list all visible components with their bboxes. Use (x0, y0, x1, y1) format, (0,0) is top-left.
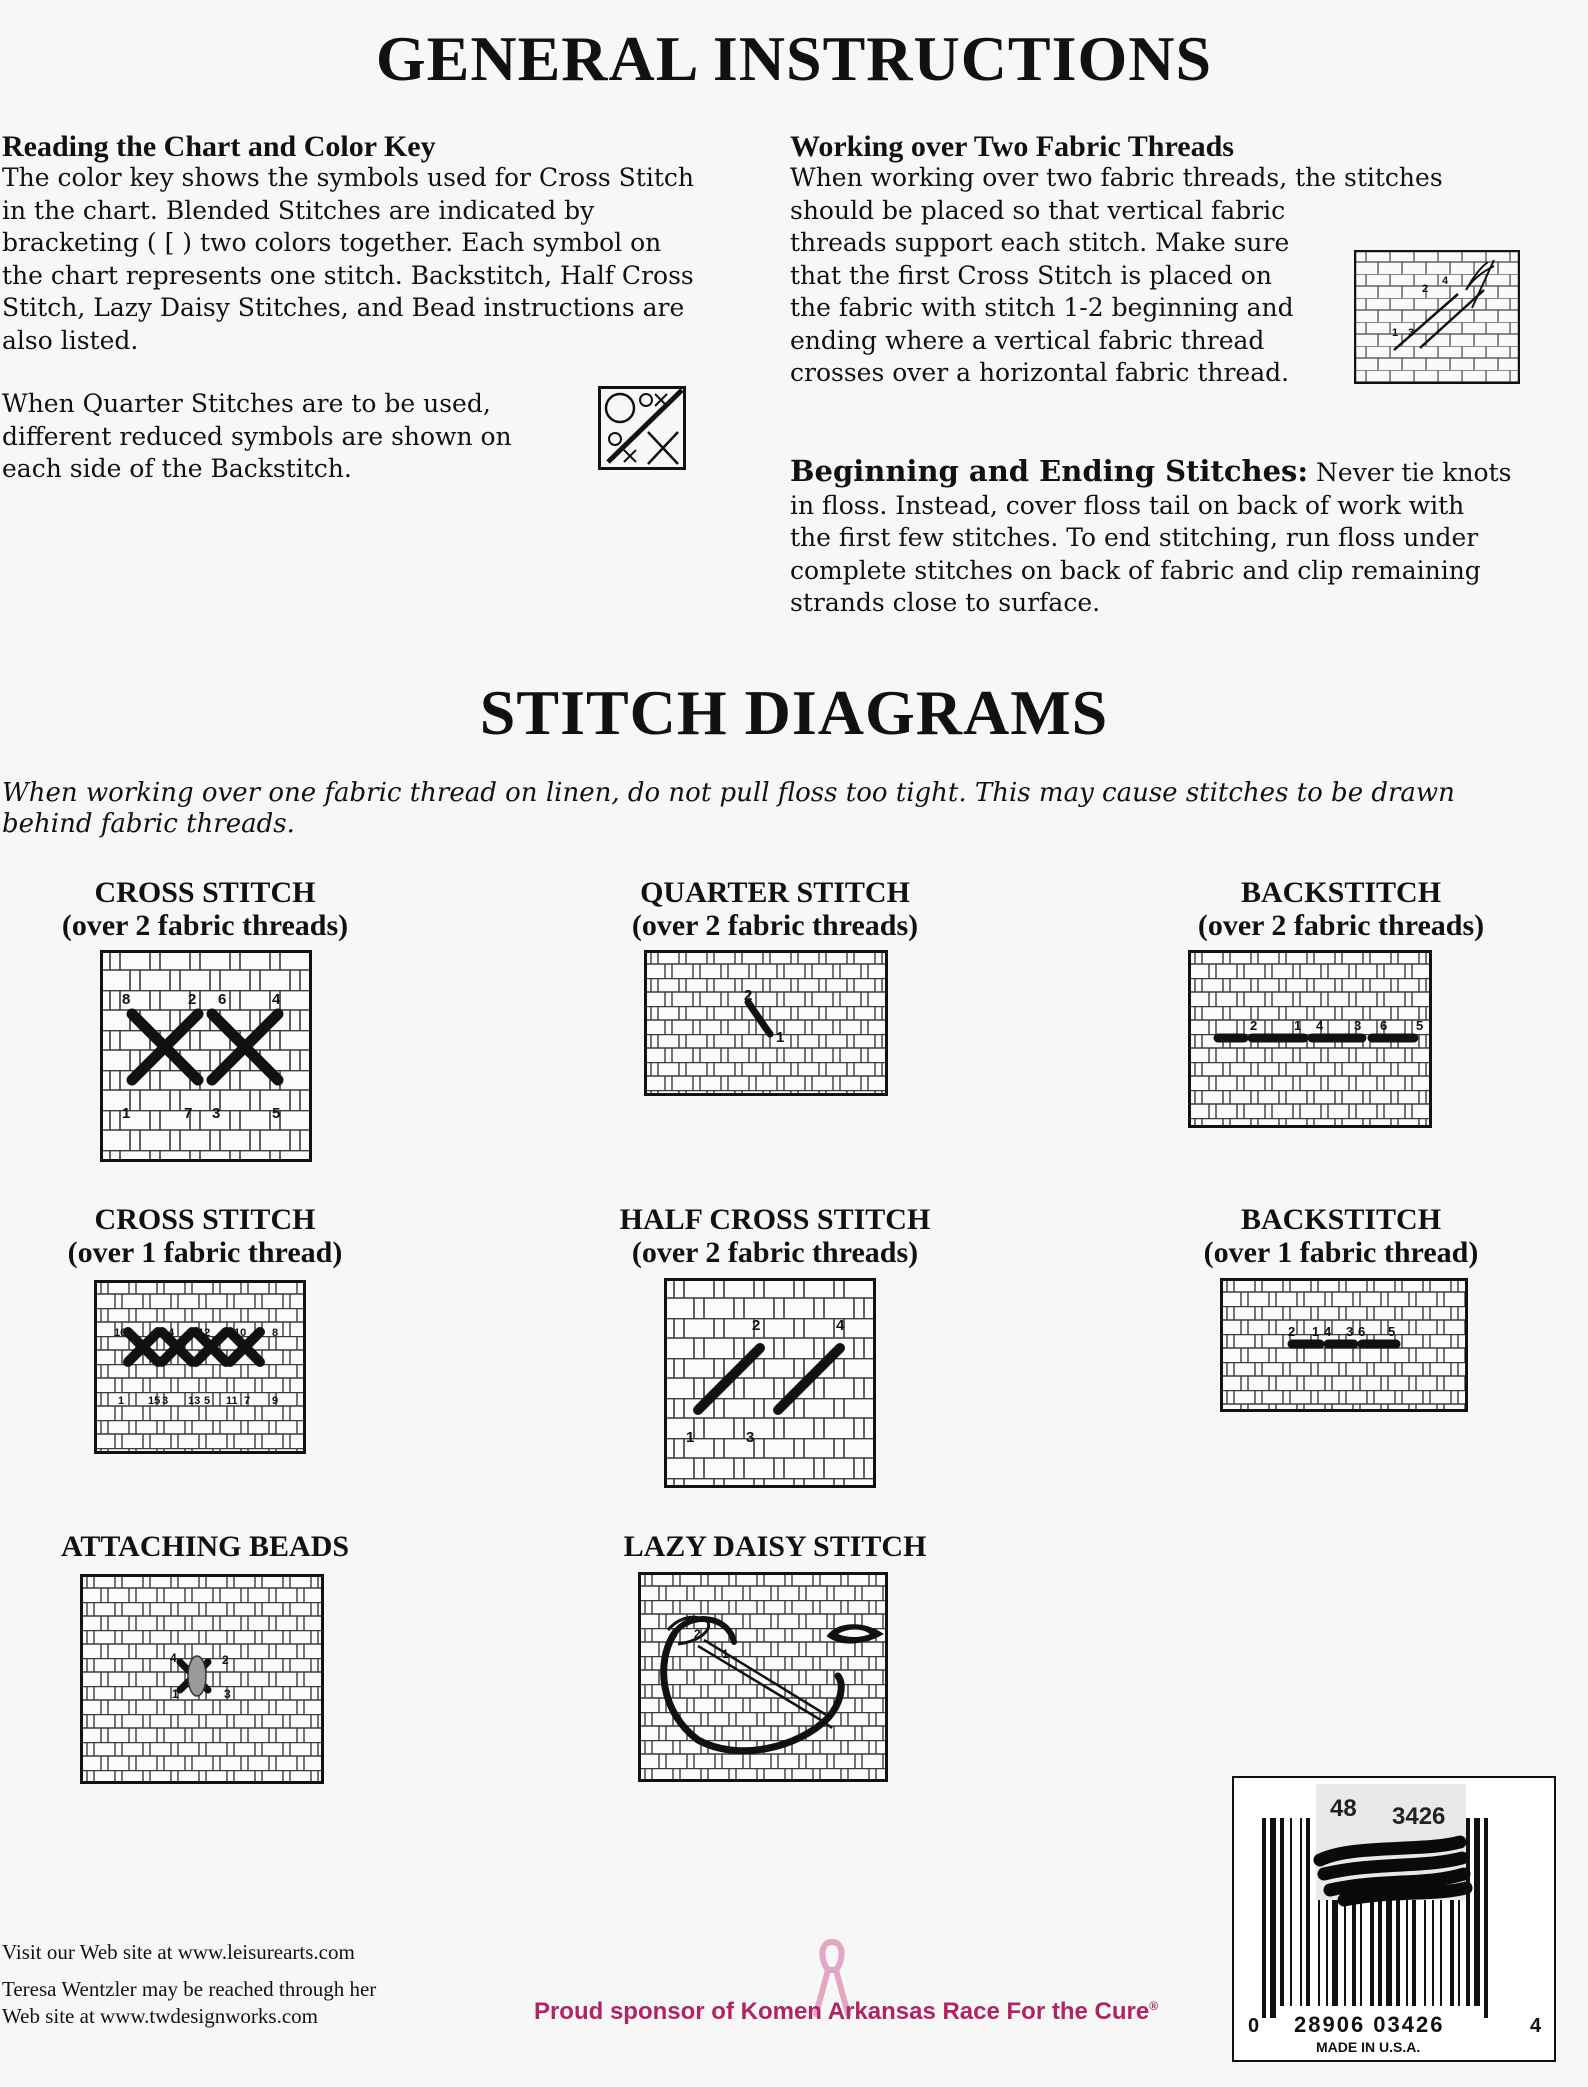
svg-text:6: 6 (1380, 1018, 1388, 1033)
two-threads-text: When working over two fabric threads, the stitches should be placed so that vertical fabric threads support each stitch. Make sure that the first Cross Stitch is placed on the fabric with stitch 1-2 beginning and ending where a vertical fabric thread crosses over a horizontal fabric thread. (790, 163, 1443, 387)
svg-text:15: 15 (148, 1395, 161, 1407)
leisure-arts-web: Visit our Web site at www.leisurearts.com (2, 1940, 355, 1964)
backstitch-2-diagram (1188, 950, 1432, 1128)
svg-text:2: 2 (1288, 1324, 1296, 1339)
svg-text:6: 6 (218, 991, 227, 1008)
svg-text:7: 7 (184, 1105, 193, 1122)
svg-text:11: 11 (226, 1395, 238, 1407)
barcode-bar (1484, 1818, 1488, 2018)
barcode-bar (1306, 1818, 1310, 2006)
svg-text:12: 12 (198, 1327, 211, 1339)
svg-text:1: 1 (1392, 327, 1399, 339)
barcode-bar (1300, 1818, 1302, 2006)
svg-text:3: 3 (224, 1687, 231, 1701)
barcode-bar (1466, 1818, 1470, 2006)
quarter-stitch-symbol-icon (598, 386, 686, 470)
svg-text:1: 1 (172, 1687, 179, 1701)
half-cross-stitch-diagram (664, 1278, 876, 1488)
caption-lazy-daisy: LAZY DAISY STITCH (623, 1530, 927, 1563)
svg-text:2: 2 (1250, 1018, 1258, 1033)
reading-chart-heading: Reading the Chart and Color Key (2, 130, 436, 163)
backstitch-1-diagram (1220, 1278, 1468, 1412)
svg-text:3: 3 (1354, 1018, 1362, 1033)
reading-chart-section (2, 130, 762, 357)
stitch-diagrams-title: STITCH DIAGRAMS (479, 677, 1109, 748)
svg-text:3426: 3426 (1392, 1803, 1446, 1830)
cross-stitch-1-diagram (94, 1280, 306, 1454)
svg-text:1: 1 (1294, 1018, 1302, 1033)
svg-text:48: 48 (1330, 1795, 1357, 1822)
beginning-ending-heading: Beginning and Ending Stitches: (790, 454, 1309, 488)
barcode-bar (1474, 1818, 1480, 2006)
stitch-intro-note: When working over one fabric thread on linen, do not pull floss too tight. This may cause stitches to be drawn behind fabric threads. (2, 778, 1455, 839)
svg-text:6: 6 (226, 1327, 233, 1339)
caption-half-cross-stitch: HALF CROSS STITCH (over 2 fabric threads) (619, 1203, 931, 1269)
cross-stitch-2-diagram (100, 950, 312, 1162)
svg-text:4: 4 (836, 1317, 845, 1334)
svg-text:3: 3 (162, 1395, 169, 1407)
barcode-bar (1290, 1818, 1292, 2006)
beginning-ending-section: Beginning and Ending Stitches: Never tie knots in floss. Instead, cover floss tail on back of work with the first few stitches. To end stitching, run floss under complete stitches on back of fabric and clip remaining strands close to surface. (790, 454, 1512, 617)
svg-text:MADE IN U.S.A.: MADE IN U.S.A. (1316, 2039, 1421, 2055)
svg-text:2: 2 (154, 1327, 161, 1339)
svg-text:4: 4 (272, 991, 281, 1008)
svg-text:1: 1 (686, 1429, 695, 1446)
svg-text:2: 2 (1422, 283, 1429, 295)
lazy-daisy-diagram (638, 1572, 888, 1782)
teresa-line-1: Teresa Wentzler may be reached through her (2, 1977, 377, 2001)
caption-cross-stitch-2: CROSS STITCH (over 2 fabric threads) (61, 876, 349, 942)
svg-text:14: 14 (162, 1327, 175, 1339)
svg-text:10: 10 (234, 1327, 247, 1339)
two-threads-heading: Working over Two Fabric Threads (790, 130, 1234, 163)
svg-text:3: 3 (1408, 327, 1415, 339)
footer-web-info (2, 1936, 522, 2033)
svg-text:28906 03426: 28906 03426 (1294, 2012, 1445, 2037)
svg-text:2: 2 (752, 1317, 761, 1334)
barcode-bar (1280, 1818, 1284, 2006)
svg-text:3: 3 (1346, 1324, 1354, 1339)
svg-text:1: 1 (776, 1029, 785, 1046)
svg-text:6: 6 (1358, 1324, 1366, 1339)
svg-text:16: 16 (114, 1327, 127, 1339)
svg-text:2: 2 (222, 1653, 229, 1667)
svg-text:5: 5 (272, 1105, 281, 1122)
svg-text:2: 2 (188, 991, 197, 1008)
svg-text:4: 4 (1316, 1018, 1324, 1033)
general-instructions-title: GENERAL INSTRUCTIONS (375, 23, 1213, 94)
svg-text:8: 8 (272, 1327, 279, 1339)
quarter-stitch-note: When Quarter Stitches are to be used, different reduced symbols are shown on each side of the Backstitch. (2, 389, 512, 483)
reading-chart-text: The color key shows the symbols used for Cross Stitch in the chart. Blended Stitches are indicated by bracketing ( [ ) two colors together. Each symbol on the chart represents one stitch. Backstitch, Half Cross Stitch, Lazy Daisy Stitches, and Bead instructions are also listed. (2, 163, 694, 355)
caption-backstitch-1: BACKSTITCH (over 1 fabric thread) (1203, 1203, 1479, 1269)
barcode-box (1232, 1776, 1556, 2062)
svg-text:4: 4 (190, 1327, 197, 1339)
svg-text:4: 4 (1442, 275, 1449, 287)
svg-text:1: 1 (122, 1105, 131, 1122)
svg-text:13: 13 (188, 1395, 201, 1407)
quarter-stitch-diagram (644, 950, 888, 1096)
svg-text:0: 0 (1248, 2015, 1260, 2037)
svg-text:4: 4 (1324, 1324, 1332, 1339)
svg-text:9: 9 (272, 1395, 279, 1407)
svg-text:7: 7 (244, 1395, 251, 1407)
caption-attaching-beads: ATTACHING BEADS (60, 1530, 350, 1563)
svg-text:8: 8 (122, 991, 131, 1008)
caption-cross-stitch-1: CROSS STITCH (over 1 fabric thread) (67, 1203, 343, 1269)
svg-text:5: 5 (204, 1395, 211, 1407)
komen-sponsor-line: Proud sponsor of Komen Arkansas Race For the Cure® (533, 1998, 1159, 2025)
two-thread-fabric-diagram (1354, 250, 1520, 384)
attaching-beads-diagram (80, 1574, 324, 1784)
svg-text:1: 1 (722, 1647, 729, 1661)
svg-text:3: 3 (746, 1429, 755, 1446)
svg-text:1: 1 (118, 1395, 125, 1407)
teresa-line-2: Web site at www.twdesignworks.com (2, 2004, 318, 2028)
svg-text:5: 5 (1416, 1018, 1424, 1033)
caption-quarter-stitch: QUARTER STITCH (over 2 fabric threads) (631, 876, 919, 942)
barcode-bar (1262, 1818, 1266, 2018)
upc-barcode (1234, 1778, 1554, 2060)
svg-text:2: 2 (744, 987, 753, 1004)
barcode-bar (1270, 1818, 1276, 2018)
svg-text:5: 5 (1388, 1324, 1396, 1339)
svg-text:2: 2 (694, 1627, 701, 1641)
svg-text:4: 4 (1530, 2015, 1542, 2037)
svg-text:4: 4 (170, 1651, 177, 1665)
caption-backstitch-2: BACKSTITCH (over 2 fabric threads) (1197, 876, 1485, 942)
svg-text:3: 3 (212, 1105, 221, 1122)
svg-text:1: 1 (1312, 1324, 1320, 1339)
